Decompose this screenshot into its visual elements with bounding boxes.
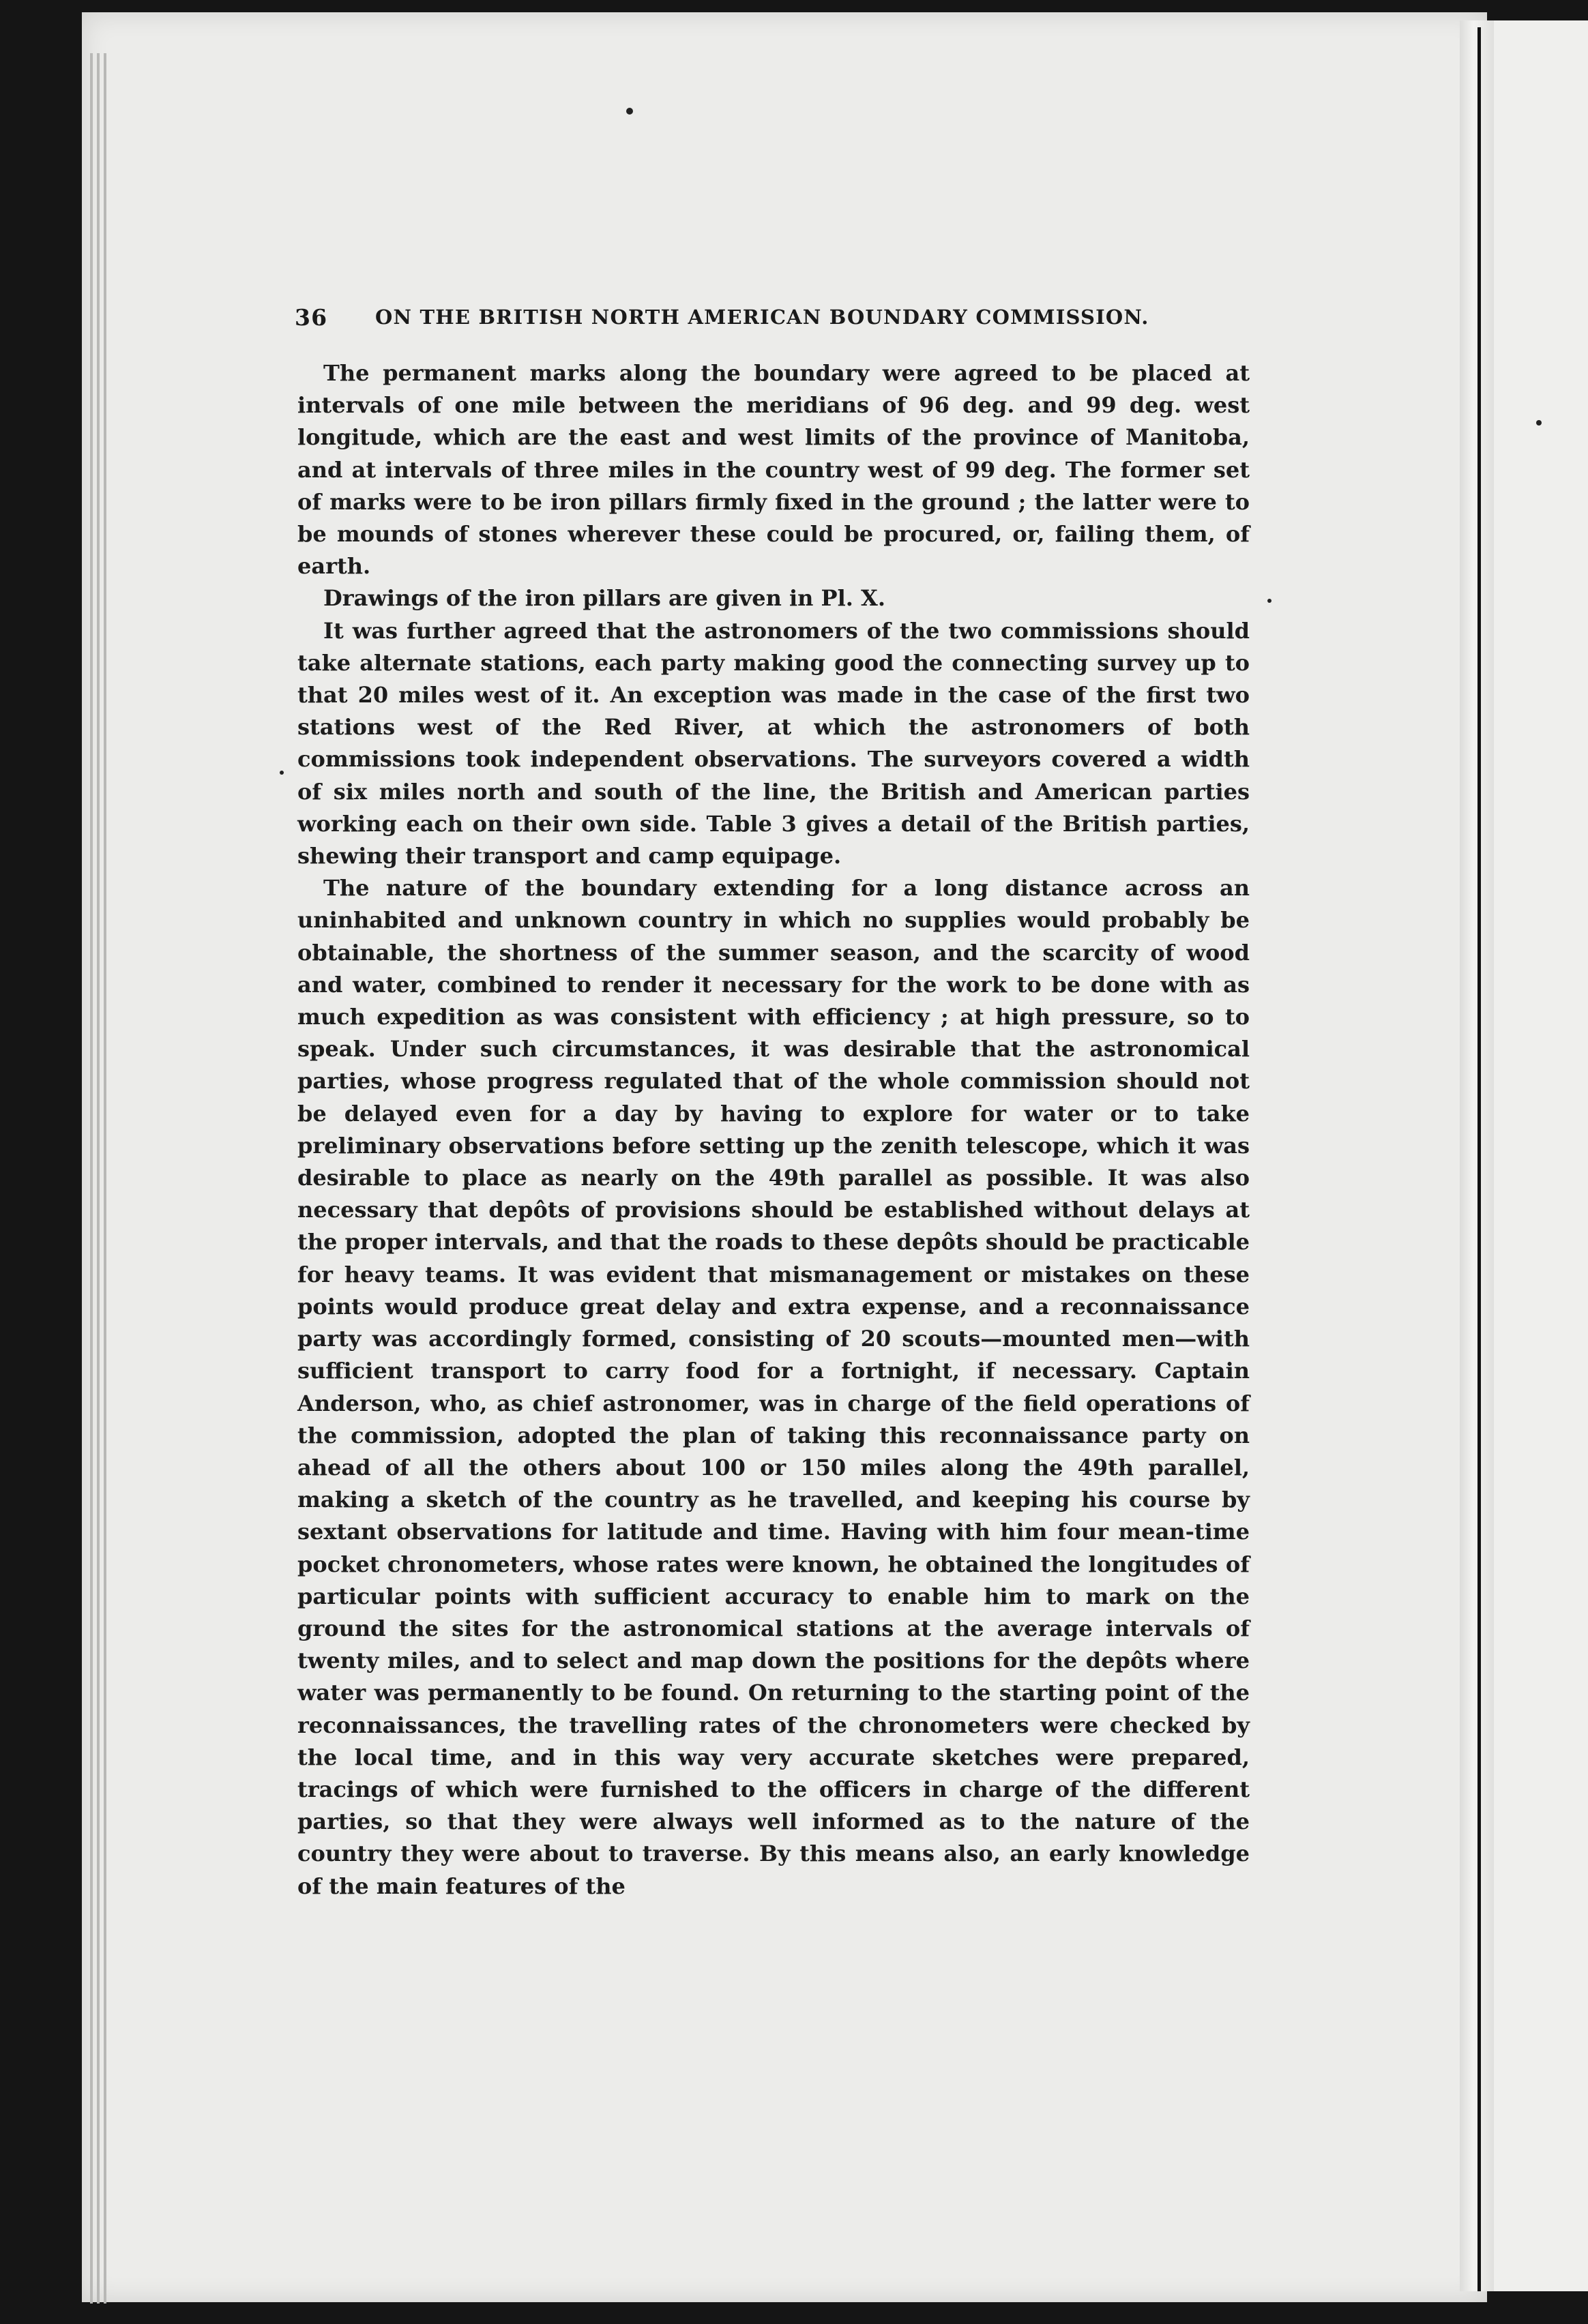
page-edge-line — [90, 53, 93, 2304]
paragraph: The nature of the boundary extending for a long distance across an uninhabited and unknown country in which no supplies would probably be obtainable, the shortness of the summer season, and the scarcity of wood and water, combined to render it necessary for the work to be done with as much expedition as was consistent with efficiency ; at high pressure, so to speak. Under such circumstances, it was desirable that the astronomical parties, whose progress regulated that of the whole commission should not be delayed even for a day by having to explore for water or to take preliminary observations before setting up the zenith telescope, which it was desirable to place as nearly on the 49th parallel as possible. It was also necessary that depôts of provisions should be established without delays at the proper intervals, and that the roads to these depôts should be practicable for heavy teams. It was evident that mismanagement or mistakes on these points would produce great delay and extra expense, and a reconnaissance party was accordingly formed, consisting of 20 scouts—mounted men—with sufficient transport to carry food for a fortnight, if necessary. Captain Anderson, who, as chief astronomer, was in charge of the field operations of the commission, adopted the plan of taking this reconnaissance party on ahead of all the others about 100 or 150 miles along the 49th parallel, making a sketch of the country as he travelled, and keeping his course by sextant observations for latitude and time. Having with him four mean-time pocket chronometers, whose rates were known, he obtained the longitudes of particular points with sufficient accuracy to enable him to mark on the ground the sites for the astronomical stations at the average intervals of twenty miles, and to select and map down the positions for the depôts where water was permanently to be found. On returning to the starting point of the reconnaissances, the travelling rates of the chronometers were checked by the local time, and in this way very accurate sketches were prepared, tracings of which were furnished to the officers in charge of the different parties, so that they were always well informed as to the nature of the country they were about to traverse. By this means also, an early knowledge of the main features of the — [297, 875, 1250, 1899]
paragraph: It was further agreed that the astronomers of the two commissions should take alternate stations, each party making good the connecting survey up to that 20 miles west of it. An exception was made in the case of the first two stations west of the Red River, at which the astronomers of both commissions took independent observations. The surveyors covered a width of six miles north and south of the line, the British and American parties working each on their own side. Table 3 gives a detail of the British parties, shewing their transport and camp equipage. — [297, 617, 1250, 869]
page-edge-line — [104, 53, 106, 2304]
ink-speck — [1536, 420, 1542, 426]
page-edge-line — [97, 53, 100, 2304]
ink-speck — [280, 771, 284, 775]
running-header — [295, 304, 1270, 334]
page-number: 36 — [295, 304, 328, 331]
ink-speck — [1267, 599, 1271, 603]
book-gutter — [1460, 20, 1494, 2291]
gutter-fold-line — [1477, 27, 1481, 2291]
facing-page-edge — [1494, 20, 1588, 2291]
running-title: ON THE BRITISH NORTH AMERICAN BOUNDARY COMMISSION. — [375, 306, 1149, 329]
paragraph: Drawings of the iron pillars are given in Pl. X. — [323, 585, 886, 612]
ink-speck — [626, 108, 633, 115]
paragraph: The permanent marks along the boundary were agreed to be placed at intervals of one mile between the meridians of 96 deg. and 99 deg. west longitude, which are the east and west limits of the province of Manitoba, and at intervals of three miles in the country west of 99 deg. The former set of marks were to be iron pillars firmly fixed in the ground ; the latter were to be mounds of stones wherever these could be procured, or, failing them, of earth. — [297, 360, 1250, 580]
body-text — [297, 357, 1250, 1903]
